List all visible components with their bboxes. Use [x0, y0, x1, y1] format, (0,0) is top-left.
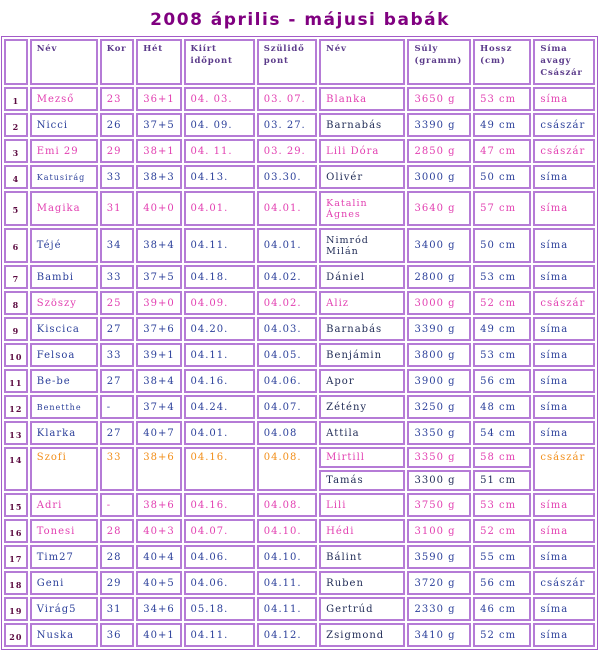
cell-num: 19: [4, 597, 28, 621]
cell-birth: 03.30.: [257, 165, 317, 189]
cell-birth: 04.08: [257, 421, 317, 445]
header-corner: [4, 39, 28, 85]
cell-mother: Magika: [30, 191, 98, 226]
cell-num: 13: [4, 421, 28, 445]
cell-type: síma: [533, 545, 595, 569]
cell-week: 38+4: [136, 369, 181, 393]
cell-type: síma: [533, 421, 595, 445]
cell-birth: 04.10.: [257, 519, 317, 543]
table-row: [4, 87, 595, 111]
table-row: [4, 447, 595, 468]
cell-birth: 04.11.: [257, 597, 317, 621]
cell-week: 36+1: [136, 87, 181, 111]
cell-weight: 3720 g: [407, 571, 471, 595]
cell-baby: Nimród Milán: [319, 228, 405, 263]
table-row: [4, 369, 595, 393]
table-row: [4, 191, 595, 226]
cell-age: 27: [100, 369, 135, 393]
cell-age: 26: [100, 113, 135, 137]
table-row: [4, 228, 595, 263]
cell-length: 56 cm: [473, 369, 531, 393]
cell-weight: 2330 g: [407, 597, 471, 621]
cell-mother: Adri: [30, 493, 98, 517]
cell-type: császár: [533, 571, 595, 595]
cell-baby: Gertrúd: [319, 597, 405, 621]
cell-length: 55 cm: [473, 545, 531, 569]
cell-baby: Ruben: [319, 571, 405, 595]
cell-num: 14: [4, 447, 28, 491]
table-row: [4, 343, 595, 367]
cell-birth: 03. 07.: [257, 87, 317, 111]
cell-age: 25: [100, 291, 135, 315]
cell-num: 12: [4, 395, 28, 419]
cell-weight: 3400 g: [407, 228, 471, 263]
cell-baby: Lili Dóra: [319, 139, 405, 163]
cell-weight: 3350 g: [407, 421, 471, 445]
cell-weight: 2800 g: [407, 265, 471, 289]
cell-num: 20: [4, 623, 28, 647]
table-row: [4, 571, 595, 595]
cell-length: 50 cm: [473, 165, 531, 189]
cell-due: 04.06.: [184, 571, 255, 595]
cell-due: 04.11.: [184, 228, 255, 263]
cell-birth: 03. 29.: [257, 139, 317, 163]
cell-week: 39+0: [136, 291, 181, 315]
cell-due: 04.06.: [184, 545, 255, 569]
cell-weight: 3100 g: [407, 519, 471, 543]
cell-length: 53 cm: [473, 87, 531, 111]
table-row: [4, 493, 595, 517]
cell-num: 5: [4, 191, 28, 226]
cell-birth: 03. 27.: [257, 113, 317, 137]
cell-num: 7: [4, 265, 28, 289]
cell-age: 28: [100, 545, 135, 569]
cell-baby: Benjámin: [319, 343, 405, 367]
cell-due: 04.11.: [184, 343, 255, 367]
header-due-date: Kiírt időpont: [184, 39, 255, 85]
cell-due: 04.16.: [184, 493, 255, 517]
table-row: [4, 519, 595, 543]
cell-num: 1: [4, 87, 28, 111]
cell-due: 04. 09.: [184, 113, 255, 137]
cell-num: 18: [4, 571, 28, 595]
header-age: Kor: [100, 39, 135, 85]
cell-birth: 04.01.: [257, 191, 317, 226]
cell-num: 6: [4, 228, 28, 263]
cell-week: 38+6: [136, 493, 181, 517]
cell-mother: Nicci: [30, 113, 98, 137]
cell-weight: 3410 g: [407, 623, 471, 647]
cell-baby: Bálint: [319, 545, 405, 569]
cell-type: síma: [533, 395, 595, 419]
table-row: [4, 395, 595, 419]
cell-weight: 3640 g: [407, 191, 471, 226]
table-row: [4, 421, 595, 445]
cell-mother: Benetthe: [30, 395, 98, 419]
cell-length: 49 cm: [473, 317, 531, 341]
cell-num: 17: [4, 545, 28, 569]
cell-type: síma: [533, 191, 595, 226]
cell-type: síma: [533, 265, 595, 289]
table-row: [4, 113, 595, 137]
cell-week: 40+4: [136, 545, 181, 569]
cell-baby: Zsigmond: [319, 623, 405, 647]
cell-mother: Mezső: [30, 87, 98, 111]
cell-mother: Tim27: [30, 545, 98, 569]
cell-num: 10: [4, 343, 28, 367]
cell-age: 29: [100, 139, 135, 163]
cell-baby: Hédi: [319, 519, 405, 543]
cell-num: 4: [4, 165, 28, 189]
cell-age: 33: [100, 165, 135, 189]
cell-type: császár: [533, 447, 595, 491]
cell-type: síma: [533, 597, 595, 621]
cell-length: 50 cm: [473, 228, 531, 263]
cell-num: 15: [4, 493, 28, 517]
cell-num: 8: [4, 291, 28, 315]
cell-mother: Virág5: [30, 597, 98, 621]
cell-due: 04.16.: [184, 447, 255, 491]
table-row: [4, 317, 595, 341]
cell-weight: 3800 g: [407, 343, 471, 367]
cell-age: 31: [100, 191, 135, 226]
cell-week: 40+1: [136, 623, 181, 647]
cell-type: síma: [533, 623, 595, 647]
cell-week: 40+0: [136, 191, 181, 226]
cell-weight: 3350 g: [407, 447, 471, 468]
cell-baby: Apor: [319, 369, 405, 393]
cell-due: 04.13.: [184, 165, 255, 189]
cell-week: 37+4: [136, 395, 181, 419]
cell-due: 04.11.: [184, 623, 255, 647]
cell-weight: 2850 g: [407, 139, 471, 163]
cell-length: 49 cm: [473, 113, 531, 137]
table-row: [4, 265, 595, 289]
cell-age: 34: [100, 228, 135, 263]
cell-birth: 04.03.: [257, 317, 317, 341]
cell-birth: 04.01.: [257, 228, 317, 263]
table-row: [4, 165, 595, 189]
cell-mother: Téjé: [30, 228, 98, 263]
cell-length: 48 cm: [473, 395, 531, 419]
cell-birth: 04.12.: [257, 623, 317, 647]
cell-week: 40+3: [136, 519, 181, 543]
header-birth-date: Szülidő pont: [257, 39, 317, 85]
cell-weight: 3900 g: [407, 369, 471, 393]
cell-length: 53 cm: [473, 265, 531, 289]
cell-mother: Tonesi: [30, 519, 98, 543]
cell-birth: 04.07.: [257, 395, 317, 419]
cell-due: 04.20.: [184, 317, 255, 341]
cell-type: síma: [533, 87, 595, 111]
cell-weight: 3390 g: [407, 317, 471, 341]
cell-baby: Barnabás: [319, 113, 405, 137]
cell-type: császár: [533, 291, 595, 315]
cell-num: 2: [4, 113, 28, 137]
cell-baby: Dániel: [319, 265, 405, 289]
cell-length: 52 cm: [473, 519, 531, 543]
cell-age: 27: [100, 421, 135, 445]
cell-week: 37+5: [136, 265, 181, 289]
table-row: [4, 623, 595, 647]
cell-week: 38+1: [136, 139, 181, 163]
header-delivery-type: Síma avagy Császár: [533, 39, 595, 85]
cell-birth: 04.02.: [257, 291, 317, 315]
cell-due: 04.16.: [184, 369, 255, 393]
cell-baby: Lili: [319, 493, 405, 517]
page-title: 2008 április - májusi babák: [150, 10, 450, 30]
cell-due: 04. 03.: [184, 87, 255, 111]
cell-age: 28: [100, 519, 135, 543]
cell-type: síma: [533, 519, 595, 543]
cell-age: 27: [100, 317, 135, 341]
cell-baby: Katalin Ágnes: [319, 191, 405, 226]
cell-type: síma: [533, 228, 595, 263]
cell-baby: Mirtill: [319, 447, 405, 468]
cell-length: 46 cm: [473, 597, 531, 621]
cell-baby: Attila: [319, 421, 405, 445]
cell-age: -: [100, 493, 135, 517]
cell-type: síma: [533, 317, 595, 341]
cell-length: 56 cm: [473, 571, 531, 595]
cell-week: 38+6: [136, 447, 181, 491]
header-name: Név: [30, 39, 98, 85]
header-length: Hossz (cm): [473, 39, 531, 85]
cell-weight: 3590 g: [407, 545, 471, 569]
cell-mother: Felsoa: [30, 343, 98, 367]
cell-age: 29: [100, 571, 135, 595]
cell-week: 40+5: [136, 571, 181, 595]
cell-mother: Klarka: [30, 421, 98, 445]
cell-length: 57 cm: [473, 191, 531, 226]
cell-week: 34+6: [136, 597, 181, 621]
cell-baby: Blanka: [319, 87, 405, 111]
cell-week: 40+7: [136, 421, 181, 445]
cell-due: 04.01.: [184, 421, 255, 445]
cell-length: 47 cm: [473, 139, 531, 163]
cell-birth: 04.08.: [257, 447, 317, 491]
cell-type: síma: [533, 369, 595, 393]
cell-mother: Geni: [30, 571, 98, 595]
cell-baby: Barnabás: [319, 317, 405, 341]
cell-due: 04. 11.: [184, 139, 255, 163]
cell-num: 11: [4, 369, 28, 393]
cell-birth: 04.02.: [257, 265, 317, 289]
cell-length: 54 cm: [473, 421, 531, 445]
table-row: [4, 597, 595, 621]
cell-birth: 04.08.: [257, 493, 317, 517]
cell-num: 16: [4, 519, 28, 543]
cell-baby: Aliz: [319, 291, 405, 315]
cell-birth: 04.06.: [257, 369, 317, 393]
cell-mother: Nuska: [30, 623, 98, 647]
table-row: [4, 545, 595, 569]
cell-mother: Szofi: [30, 447, 98, 491]
header-week: Hét: [136, 39, 181, 85]
header-weight: Súly (gramm): [407, 39, 471, 85]
cell-age: 33: [100, 265, 135, 289]
cell-type: császár: [533, 113, 595, 137]
cell-week: 39+1: [136, 343, 181, 367]
cell-type: síma: [533, 493, 595, 517]
cell-mother: Be-be: [30, 369, 98, 393]
cell-week: 37+6: [136, 317, 181, 341]
births-table: [1, 36, 598, 650]
cell-birth: 04.10.: [257, 545, 317, 569]
cell-age: 36: [100, 623, 135, 647]
cell-length: 58 cm: [473, 447, 531, 468]
cell-length: 52 cm: [473, 623, 531, 647]
cell-weight: 3000 g: [407, 165, 471, 189]
cell-week: 38+4: [136, 228, 181, 263]
cell-baby: Tamás: [319, 470, 405, 491]
cell-length: 52 cm: [473, 291, 531, 315]
cell-num: 9: [4, 317, 28, 341]
table-row: [4, 139, 595, 163]
cell-weight: 3390 g: [407, 113, 471, 137]
cell-due: 05.18.: [184, 597, 255, 621]
table-body: [4, 87, 595, 647]
cell-weight: 3250 g: [407, 395, 471, 419]
cell-length: 51 cm: [473, 470, 531, 491]
cell-age: 23: [100, 87, 135, 111]
cell-age: 31: [100, 597, 135, 621]
cell-length: 53 cm: [473, 493, 531, 517]
cell-weight: 3650 g: [407, 87, 471, 111]
cell-weight: 3750 g: [407, 493, 471, 517]
cell-age: -: [100, 395, 135, 419]
cell-birth: 04.11.: [257, 571, 317, 595]
table-row: [4, 291, 595, 315]
header-baby-name: Név: [319, 39, 405, 85]
cell-baby: Zétény: [319, 395, 405, 419]
cell-week: 38+3: [136, 165, 181, 189]
cell-mother: Bambi: [30, 265, 98, 289]
cell-mother: Kiscica: [30, 317, 98, 341]
cell-length: 53 cm: [473, 343, 531, 367]
cell-due: 04.09.: [184, 291, 255, 315]
cell-birth: 04.05.: [257, 343, 317, 367]
cell-type: császár: [533, 139, 595, 163]
header-row: [4, 39, 595, 85]
cell-num: 3: [4, 139, 28, 163]
cell-due: 04.01.: [184, 191, 255, 226]
cell-type: síma: [533, 165, 595, 189]
cell-mother: Katusirág: [30, 165, 98, 189]
cell-age: 33: [100, 343, 135, 367]
cell-mother: Szöszy: [30, 291, 98, 315]
cell-weight: 3300 g: [407, 470, 471, 491]
cell-baby: Olivér: [319, 165, 405, 189]
cell-type: síma: [533, 343, 595, 367]
cell-mother: Emi 29: [30, 139, 98, 163]
cell-due: 04.07.: [184, 519, 255, 543]
cell-due: 04.18.: [184, 265, 255, 289]
cell-due: 04.24.: [184, 395, 255, 419]
cell-week: 37+5: [136, 113, 181, 137]
cell-weight: 3000 g: [407, 291, 471, 315]
cell-age: 33: [100, 447, 135, 491]
